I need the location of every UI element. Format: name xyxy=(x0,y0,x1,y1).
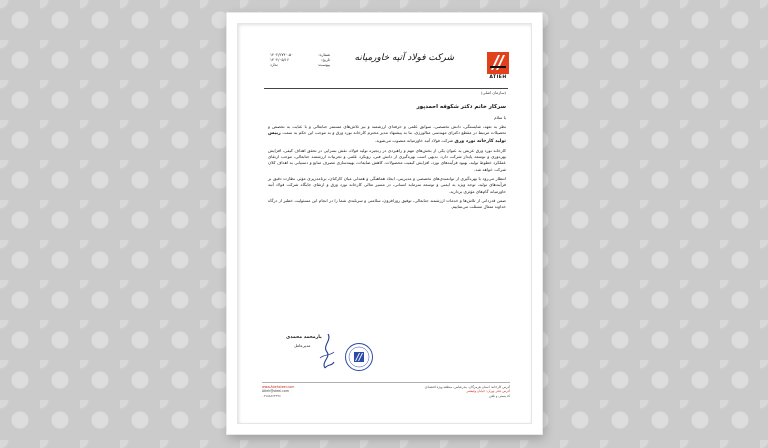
classification-note: (سازمان اصلی) xyxy=(480,90,506,95)
greeting: با سلام xyxy=(494,115,506,120)
footer-factory-address: آدرس کارخانه: استان هرمزگان، بندرعباس، منطقه ویژه اقتصادی xyxy=(424,384,510,389)
letter-page xyxy=(256,44,516,416)
picture-frame xyxy=(227,13,542,434)
paragraph-1-end: شرکت فولاد آتیه خاورمیانه منصوب می‌شوید. xyxy=(374,137,454,143)
attachment-value: ندارد xyxy=(270,62,278,67)
footer-divider xyxy=(262,382,510,383)
frame-mat xyxy=(237,23,532,424)
logo-mark xyxy=(487,52,509,74)
number-label: شماره: xyxy=(318,52,330,57)
footer-website: www.Atiehsteel.com xyxy=(262,384,295,389)
date-label: تاریخ: xyxy=(321,57,330,62)
header-divider xyxy=(264,88,508,89)
signatory-name: یارمحمد محمدی xyxy=(286,335,322,340)
paragraph-3: انتظار می‌رود با بهره‌گیری از توانمندی‌های تخصصی و مدیریتی، ایجاد هماهنگی و همدلی میان کارکنان، برنامه‌ریزی مؤثر، نظارت دقیق بر فرآیندهای تولید، توجه ویژه به ایمنی و توسعه سرمایه انسانی، در مسیر تعالی کارخانه نورد ورق و ارتقای جایگاه شرکت فولاد آتیه خاورمیانه گام‌های مؤثری بردارید. xyxy=(268,176,506,194)
position-title: رییس تولید کارخانه نورد ورق xyxy=(268,131,506,144)
date-value: ۱۴۰۲/۰۵/۱۶ xyxy=(270,57,289,62)
letter-footer xyxy=(262,382,510,398)
footer-phone: ۰۲۱۸۸۶۶۴۲۹۶ xyxy=(262,393,281,398)
number-value: ۱۴۰۲/۲۷۴۰-۵۰ xyxy=(270,52,294,57)
footer-office-address: آدرس دفتر تهران: خیابان ولیعصر xyxy=(466,389,510,394)
letter-meta xyxy=(270,52,330,67)
company-stamp xyxy=(344,342,374,372)
paragraph-1 xyxy=(268,124,506,145)
company-name: شرکت فولاد آتیه خاورمیانه xyxy=(354,53,454,63)
paragraph-2: کارخانه نورد ورق عریض به عنوان یکی از بخش‌های مهم و راهبردی در زنجیره تولید فولاد، نقش بسزایی در تحقق اهداف کیفی، افزایش بهره‌وری و توسعه پایدار شرکت دارد. بدیهی است بهره‌گیری از دانش فنی، رویکرد علمی و تجربیات ارزشمند جنابعالی، موجب ارتقای عملکرد خطوط تولید، بهبود فرآیندهای نورد، افزایش کیفیت محصولات، کاهش ضایعات، بهینه‌سازی مصرف منابع و دستیابی به اهداف کلان شرکت خواهد شد. xyxy=(268,147,506,172)
letter-body xyxy=(268,124,506,214)
footer-postal: کد پستی و تلفن xyxy=(488,393,510,398)
logo-text: ATIEH xyxy=(489,75,507,80)
recipient-line: سرکار خانم دکتر شکوفه احمدپور xyxy=(416,104,506,110)
paragraph-1-text: نظر به تعهد، شایستگی، دانش تخصصی، سوابق علمی و حرفه‌ای ارزشمند و نیز تلاش‌های مستمر جنابعالی و با عنایت به تخصص و تحصیلات مرتبط در مقطع دکترای مهندسی متالورژی، بنا به پیشنهاد مدیر محترم کارخانه نورد ورق و به موجب این حکم به سمت xyxy=(268,124,506,136)
company-logo xyxy=(486,52,510,81)
signatory-title: مدیرعامل xyxy=(294,343,311,348)
attachment-label: پیوست: xyxy=(317,62,330,67)
paragraph-4: ضمن قدردانی از تلاش‌ها و خدمات ارزشمند جنابعالی، توفیق روزافزون، سلامتی و سربلندی شما را در انجام این مسئولیت خطیر از درگاه خداوند متعال مسئلت می‌نماییم. xyxy=(268,197,506,210)
footer-email: Atieh@steel.com xyxy=(262,389,289,394)
